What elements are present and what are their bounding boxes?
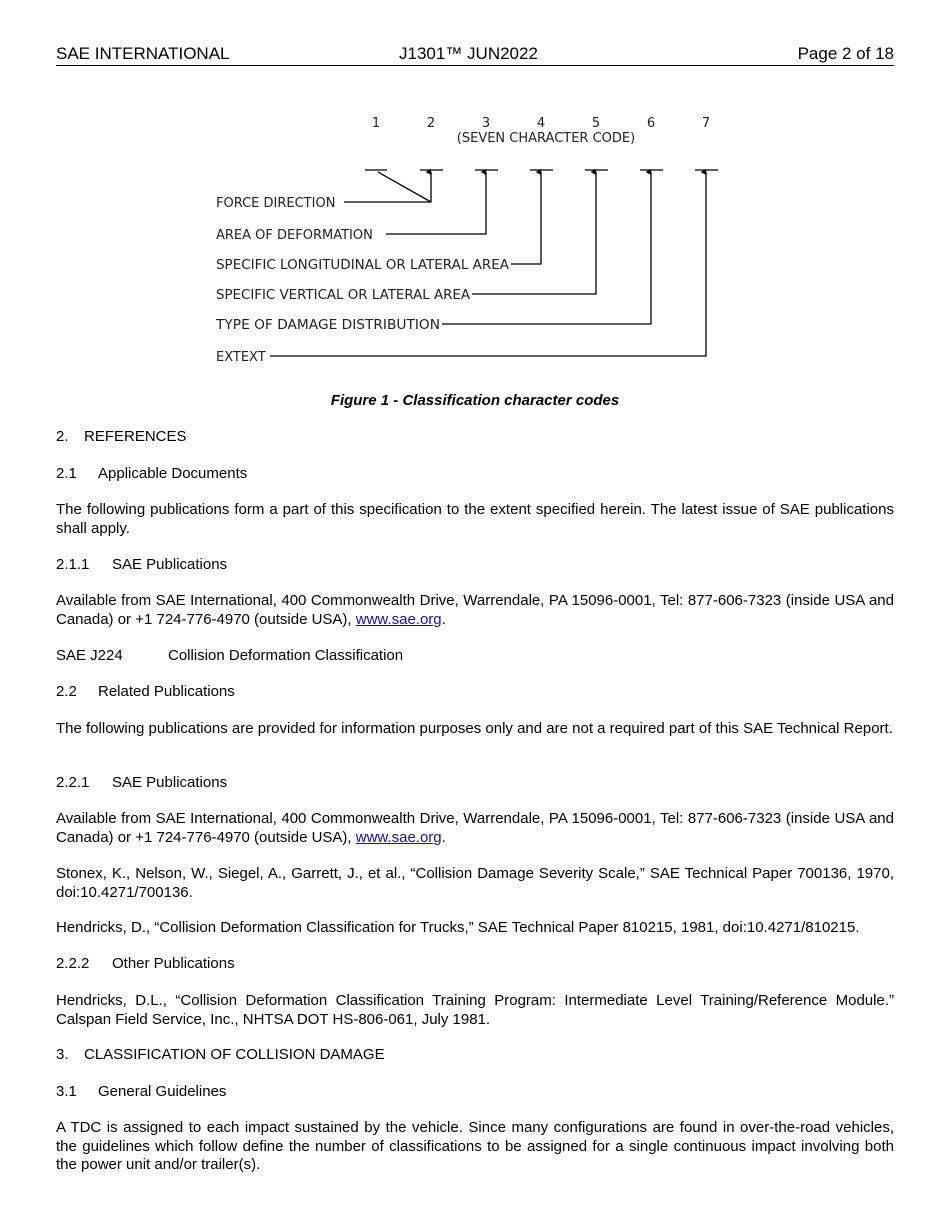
area-of-deformation-leader (386, 172, 486, 234)
label-area-of-deformation: AREA OF DEFORMATION (216, 228, 373, 243)
header-doc-id: J1301™ JUN2022 (399, 44, 538, 63)
header-org: SAE INTERNATIONAL (56, 44, 230, 63)
section-number: 2. (56, 428, 69, 445)
section-number: 2.2 (56, 683, 77, 700)
reference-hendricks-training: Hendricks, D.L., “Collision Deformation Classification Training Program: Intermediate Level Training/Reference Module.” Calspan Field Service, Inc., NHTSA DOT HS-806-061, July 1981. (56, 992, 894, 1028)
label-extext: EXTEXT (216, 350, 266, 365)
section-title: SAE Publications (112, 774, 228, 791)
section-heading-sae-publications (56, 556, 894, 575)
section-heading-general-guidelines (56, 1083, 894, 1102)
column-number-3: 3 (481, 116, 491, 131)
reference-stonex: Stonex, K., Nelson, W., Siegel, A., Garrett, J., et al., “Collision Damage Severity Scale,” SAE Technical Paper 700136, 1970, doi:10.4271/700136. (56, 865, 894, 901)
availability-text: Available from SAE International, 400 Commonwealth Drive, Warrendale, PA 15096-0001, Tel: 877-606-7323 (inside USA and Canada) or +1 724-776-4970 (outside USA), (56, 592, 894, 628)
label-specific-vertical-area: SPECIFIC VERTICAL OR LATERAL AREA (216, 288, 471, 303)
page-header (56, 44, 894, 66)
section-number: 3. (56, 1046, 69, 1063)
label-damage-distribution: TYPE OF DAMAGE DISTRIBUTION (214, 318, 440, 333)
section-number: 2.1.1 (56, 556, 90, 573)
paragraph-applicable-documents: The following publications form a part of this specification to the extent specified herein. The latest issue of SAE publications shall apply. (56, 501, 894, 537)
label-specific-longitudinal-area: SPECIFIC LONGITUDINAL OR LATERAL AREA (216, 258, 510, 273)
section-number: 3.1 (56, 1083, 77, 1100)
section-title: Related Publications (98, 683, 235, 700)
paragraph-general-guidelines: A TDC is assigned to each impact sustained by the vehicle. Since many configurations are found in over-the-road vehicles, the guidelines which follow define the number of classifications to be assigned for a single continuous impact involving both the power unit and/or trailer(s). (56, 1119, 894, 1173)
section-heading-applicable-documents (56, 465, 894, 484)
section-heading-related-publications (56, 683, 894, 702)
section-title: CLASSIFICATION OF COLLISION DAMAGE (84, 1046, 385, 1063)
paragraph-related-publications: The following publications are provided for information purposes only and are not a required part of this SAE Technical Report. (56, 720, 893, 737)
header-page-number: Page 2 of 18 (797, 44, 894, 63)
section-title: REFERENCES (84, 428, 187, 445)
reference-sae-j224 (56, 647, 894, 666)
column-number-2: 2 (426, 116, 436, 131)
figure-caption: Figure 1 - Classification character codes (330, 392, 620, 409)
section-number: 2.1 (56, 465, 77, 482)
column-number-1: 1 (371, 116, 381, 131)
column-number-7: 7 (701, 116, 711, 131)
section-heading-other-publications (56, 955, 894, 974)
paragraph-availability-related: Available from SAE International, 400 Commonwealth Drive, Warrendale, PA 15096-0001, Tel: 877-606-7323 (inside USA and Canada) or +1 724-776-4970 (outside USA), www.sae.org. (56, 810, 894, 846)
sae-website-link[interactable]: www.sae.org (355, 610, 442, 628)
seven-character-code-label: (SEVEN CHARACTER CODE) (456, 131, 636, 146)
section-heading-sae-publications-related (56, 774, 894, 793)
reference-title: Collision Deformation Classification (168, 647, 404, 664)
section-title: Applicable Documents (98, 465, 248, 482)
section-title: General Guidelines (98, 1083, 227, 1100)
section-title: SAE Publications (112, 556, 228, 573)
paragraph-availability: Available from SAE International, 400 Commonwealth Drive, Warrendale, PA 15096-0001, Tel: 877-606-7323 (inside USA and Canada) or +1 724-776-4970 (outside USA), www.sae.org. (56, 592, 894, 628)
column-number-6: 6 (646, 116, 656, 131)
force-direction-leader (344, 172, 431, 202)
column-number-5: 5 (591, 116, 601, 131)
reference-id: SAE J224 (56, 647, 123, 664)
longitudinal-area-leader (511, 172, 541, 264)
availability-text: Available from SAE International, 400 Commonwealth Drive, Warrendale, PA 15096-0001, Tel: 877-606-7323 (inside USA and Canada) or +1 724-776-4970 (outside USA), (56, 810, 894, 846)
force-direction-connector (378, 172, 431, 202)
section-title: Other Publications (112, 955, 235, 972)
column-number-4: 4 (536, 116, 546, 131)
reference-hendricks-trucks: Hendricks, D., “Collision Deformation Classification for Trucks,” SAE Technical Paper 810215, 1981, doi:10.4271/810215. (56, 919, 860, 936)
sae-website-link[interactable]: www.sae.org (355, 828, 442, 846)
label-force-direction: FORCE DIRECTION (216, 196, 336, 211)
damage-distribution-leader (442, 172, 651, 324)
section-heading-references (56, 428, 894, 447)
vertical-area-leader (472, 172, 596, 294)
classification-code-diagram (0, 100, 950, 370)
section-number: 2.2.1 (56, 774, 90, 791)
section-heading-classification (56, 1046, 894, 1065)
section-number: 2.2.2 (56, 955, 90, 972)
